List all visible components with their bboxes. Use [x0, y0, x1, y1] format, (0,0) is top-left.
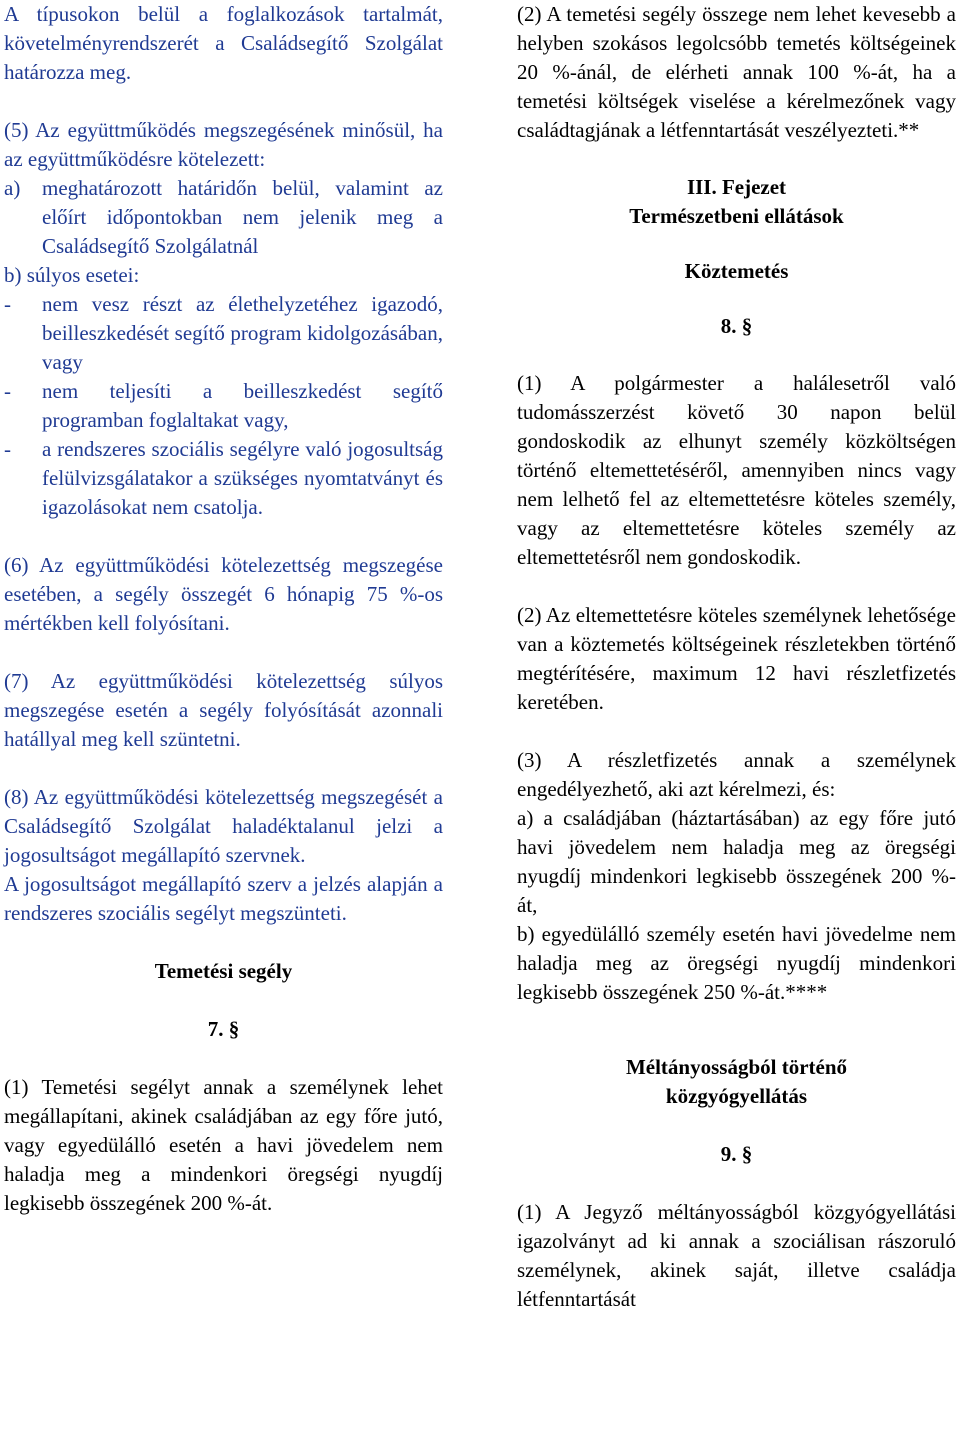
list-item: [4, 290, 443, 377]
right-column: [517, 0, 956, 1314]
heading-kozgyogyellatas-line-1: Méltányosságból történő: [625, 1055, 848, 1079]
section-7-heading: 7. §: [207, 1017, 240, 1041]
list-item-text: nem teljesíti a beilleszkedést segítő programban foglaltakat vagy,: [42, 379, 443, 432]
section-8-paragraph-2: (2) Az eltemettetésre köteles személynek lehetősége van a köztemetés költségeinek részletekben történő megtérítésére, maximum 12 havi részletfizetés keretében.: [517, 603, 956, 714]
dash-marker: -: [4, 437, 11, 461]
paragraph-6: (6) Az együttműködési kötelezettség megszegése esetében, a segély összegét 6 hónapig 75 %-os mértékben kell folyósítani.: [4, 553, 443, 635]
heading-temetesi-segely: Temetési segély: [154, 959, 293, 983]
chapter-heading: III. Fejezet: [686, 175, 787, 199]
section-7-paragraph-1: (1) Temetési segélyt annak a személynek lehet megállapítani, akinek családjában az egy főre jutó, vagy egyedülálló esetén a havi jövedelem nem haladja meg a mindenkori öregségi nyugdíj legkisebb összegének 200 %-át.: [4, 1075, 443, 1215]
section-7-paragraph-2: (2) A temetési segély összege nem lehet kevesebb a helyben szokásos legolcsóbb temetés költségeinek 20 %-ánál, de elérheti annak 100 %-át, ha a temetési költségek viselése a kérelmezőnek vagy családtagjának a létfenntartását veszélyezteti.**: [517, 2, 956, 142]
heading-kozgyogyellatas-line-2: közgyógyellátás: [665, 1084, 808, 1108]
chapter-title: Természetbeni ellátások: [629, 204, 844, 228]
list-marker: a): [4, 176, 21, 200]
section-8-paragraph-3: (3) A részletfizetés annak a személynek engedélyezhető, aki azt kérelmezi, és:: [517, 748, 956, 801]
paragraph-8-continuation: A jogosultságot megállapító szerv a jelzés alapján a rendszeres szociális segélyt megszünteti.: [4, 872, 443, 925]
list-item: [4, 377, 443, 435]
point-a-text: meghatározott határidőn belül, valamint az előírt időpontokban nem jelenik meg a Családsegítő Szolgálatnál: [42, 176, 443, 258]
list-item-text: a rendszeres szociális segélyre való jogosultság felülvizsgálatakor a szükséges nyomtatványt és igazolásokat nem csatolja.: [42, 437, 443, 519]
section-8-paragraph-3-point-a: a) a családjában (háztartásában) az egy főre jutó havi jövedelem nem haladja meg az öregségi nyugdíj mindenkori legkisebb összegének 200 %-át,: [517, 806, 956, 917]
paragraph-5-intro: (5) Az együttműködés megszegésének minősül, ha az együttműködésre kötelezett:: [4, 118, 443, 171]
dash-marker: -: [4, 292, 11, 316]
paragraph-5-point-a: [4, 174, 443, 261]
list-item-text: nem vesz részt az élethelyzetéhez igazodó, beilleszkedését segítő program kidolgozásában, vagy: [42, 292, 443, 374]
list-item: [4, 435, 443, 522]
paragraph-8: (8) Az együttműködési kötelezettség megszegését a Családsegítő Szolgálat haladéktalanul jelzi a jogosultságot megállapító szervnek.: [4, 785, 443, 867]
left-column: [4, 0, 443, 1218]
paragraph-5-point-b: b) súlyos esetei:: [4, 263, 140, 287]
paragraph-7: (7) Az együttműködési kötelezettség súlyos megszegése esetén a segély folyósítását azonnali hatállyal meg kell szüntetni.: [4, 669, 443, 751]
dash-marker: -: [4, 379, 11, 403]
section-8-heading: 8. §: [720, 314, 753, 338]
heading-koztemetes: Köztemetés: [684, 259, 789, 283]
section-9-paragraph-1: (1) A Jegyző méltányosságból közgyógyellátási igazolványt ad ki annak a szociálisan rászoruló személynek, akinek saját, illetve családja létfenntartását: [517, 1200, 956, 1311]
section-9-heading: 9. §: [720, 1142, 753, 1166]
section-8-paragraph-1: (1) A polgármester a halálesetről való tudomásszerzést követő 30 napon belül gondoskodik az elhunyt személy közköltségen történő eltemettetéséről, amennyiben nincs vagy nem lelhető fel az eltemettetésre köteles személy, vagy az eltemettetésre köteles személy az eltemettetésről nem gondoskodik.: [517, 371, 956, 569]
section-8-paragraph-3-point-b: b) egyedülálló személy esetén havi jövedelme nem haladja meg az öregségi nyugdíj mindenkori legkisebb összegének 250 %-át.****: [517, 922, 956, 1004]
paragraph-intro: A típusokon belül a foglalkozások tartalmát, követelményrendszerét a Családsegítő Szolgálat határozza meg.: [4, 2, 443, 84]
